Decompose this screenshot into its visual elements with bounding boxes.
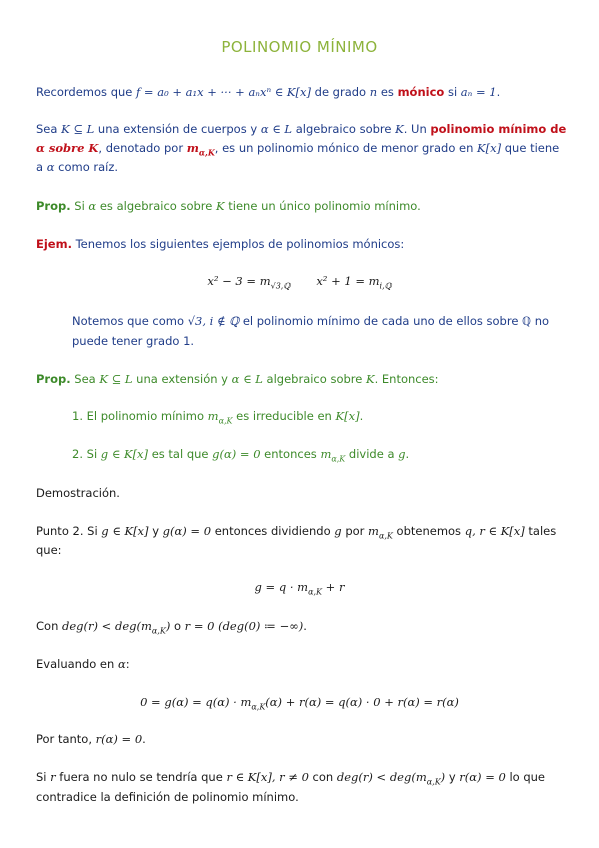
proof-math: m: [368, 524, 379, 538]
item-text: El polinomio mínimo: [82, 409, 208, 423]
proof-text: fuera no nulo se tendría que: [55, 770, 227, 784]
equation-part: + r: [322, 580, 345, 594]
example-label: Ejem.: [36, 237, 72, 251]
recall-paragraph: [36, 84, 566, 101]
proof-condition: [36, 618, 566, 639]
item-text: divide a: [345, 447, 399, 461]
prop-math: K: [365, 372, 375, 386]
proof-text: .: [142, 732, 146, 746]
equation-2-sub: i,ℚ: [379, 281, 392, 291]
proof-evaluating: [36, 656, 566, 673]
proof-math: deg(r) < deg(m: [336, 770, 427, 784]
proof-text: por: [341, 524, 369, 538]
example-note-line-1: [72, 313, 567, 330]
prop-text: una extensión y: [132, 372, 232, 386]
proof-text: tales: [524, 524, 557, 538]
proof-math: ): [440, 770, 446, 784]
proof-math: g(α) = 0: [162, 524, 212, 538]
proof-text: lo que: [505, 770, 546, 784]
list-number: 1.: [72, 409, 83, 423]
equation-1: x² − 3 = m: [207, 274, 271, 288]
item-text: entonces: [260, 447, 321, 461]
def-math: K ⊆ L: [61, 122, 95, 136]
def-text: una extensión de cuerpos y: [94, 122, 261, 136]
proof-math-sub: α,K: [378, 531, 393, 541]
def-text: , es un polinomio mónico de menor grado en: [214, 141, 478, 155]
proof-text: .: [303, 619, 307, 633]
equation-part: (α) + r(α) = q(α) · 0 + r(α) = r(α): [265, 695, 459, 709]
def-math: K[x]: [477, 141, 502, 155]
prop-text: algebraico sobre: [262, 372, 366, 386]
note-math: √3, i ∉ ℚ: [187, 314, 240, 328]
proposition-2-item-2: [72, 446, 599, 467]
def-text: Sea: [36, 122, 62, 136]
proof-math: g ∈ K[x]: [101, 524, 149, 538]
proof-therefore: [36, 731, 566, 748]
example-text: Tenemos los siguientes ejemplos de polinomios mónicos:: [71, 237, 405, 251]
equation-part: g = q · m: [254, 580, 309, 594]
list-number: 2.: [72, 447, 83, 461]
def-notation: m: [186, 141, 199, 155]
proof-math: g: [334, 524, 342, 538]
item-text: .: [359, 409, 364, 423]
prop-text: Si: [70, 199, 89, 213]
proof-math: r(α) = 0: [459, 770, 506, 784]
definition-line-1: [36, 121, 566, 138]
recall-si: si: [444, 85, 461, 99]
item-math: g(α) = 0: [212, 447, 261, 461]
proof-text: :: [125, 657, 130, 671]
proof-text: Por tanto,: [36, 732, 96, 746]
proof-math: deg(r) < deg(m: [62, 619, 152, 633]
equation-sub: α,K: [308, 587, 322, 597]
def-math: K: [395, 122, 404, 136]
item-math: m: [207, 409, 219, 423]
def-text: , denotado por: [98, 141, 187, 155]
proposition-2-item-1: [72, 408, 599, 429]
recall-monico: mónico: [397, 85, 445, 99]
proof-math: q, r ∈ K[x]: [464, 524, 525, 538]
proof-point2-line-2: que:: [36, 543, 62, 557]
proof-text: Con: [36, 619, 63, 633]
prop-text: . Entonces:: [374, 372, 439, 386]
proof-text: Punto 2. Si: [36, 524, 102, 538]
item-math: m: [320, 447, 332, 461]
item-text: Si: [82, 447, 101, 461]
equation-part: 0 = g(α) = q(α) · m: [140, 695, 252, 709]
proof-heading: Demostración.: [36, 486, 120, 500]
page-title: POLINOMIO MÍNIMO: [221, 38, 378, 56]
prop-text: Sea: [70, 372, 100, 386]
def-text: que tiene: [501, 141, 560, 155]
division-equation: [0, 579, 599, 600]
def-text: . Un: [403, 122, 431, 136]
prop-label: Prop.: [36, 372, 71, 386]
proof-text: y: [148, 524, 163, 538]
equation-2: x² + 1 = m: [316, 274, 380, 288]
definition-line-3: [36, 159, 566, 176]
proof-text: Si: [36, 770, 51, 784]
item-math: g ∈ K[x]: [100, 447, 149, 461]
def-notation-sub: α,K: [198, 147, 215, 158]
item-text: es tal que: [148, 447, 213, 461]
proof-math: r = 0 (deg(0) ≔ −∞): [184, 619, 304, 633]
equation-sub: α,K: [251, 702, 266, 712]
item-math-sub: α,K: [331, 454, 346, 464]
proof-text: o: [170, 619, 185, 633]
proof-math: r(α) = 0: [95, 732, 143, 746]
def-term: α sobre K: [36, 141, 99, 155]
proof-text: entonces dividiendo: [211, 524, 335, 538]
def-text: como raíz.: [54, 160, 119, 174]
recall-text-mid: de grado: [310, 85, 370, 99]
note-text: puede tener grado 1.: [72, 334, 195, 348]
item-math-sub: α,K: [218, 416, 233, 426]
proof-text: Evaluando en: [36, 657, 118, 671]
item-math: K[x]: [335, 409, 360, 423]
prop-math: α: [88, 199, 97, 213]
prop-math: K: [216, 199, 225, 213]
proof-math-sub: α,K: [151, 626, 166, 636]
recall-text: Recordemos que: [36, 85, 137, 99]
prop-text: es algebraico sobre: [96, 199, 217, 213]
example-heading: [36, 236, 566, 253]
item-text: es irreducible en: [232, 409, 336, 423]
recall-n: n: [369, 85, 378, 99]
proof-text: obtenemos: [392, 524, 465, 538]
note-text: el polinomio mínimo de cada uno de ellos sobre ℚ no: [239, 314, 550, 328]
proof-text: con: [308, 770, 337, 784]
recall-formula: f = a₀ + a₁x + ··· + aₙxⁿ ∈ K[x]: [136, 85, 311, 99]
recall-condition: aₙ = 1: [460, 85, 497, 99]
proposition-2: [36, 371, 566, 388]
proof-math: α: [117, 657, 126, 671]
proof-math: r ∈ K[x], r ≠ 0: [226, 770, 309, 784]
recall-es: es: [377, 85, 398, 99]
prop-math: K ⊆ L: [99, 372, 133, 386]
item-math: g: [398, 447, 406, 461]
example-note-line-2: [72, 333, 567, 350]
def-math: α ∈ L: [260, 122, 293, 136]
recall-end: .: [496, 85, 501, 99]
proof-final-line-2: contradice la definición de polinomio mínimo.: [36, 790, 299, 804]
proposition-1: [36, 198, 566, 215]
proof-math: ): [165, 619, 171, 633]
def-term: polinomio mínimo de: [430, 122, 567, 136]
def-math: α: [46, 160, 55, 174]
prop-label: Prop.: [36, 199, 71, 213]
def-text: algebraico sobre: [292, 122, 396, 136]
example-equations: [0, 273, 599, 294]
item-text: .: [405, 447, 410, 461]
prop-text: tiene un único polinomio mínimo.: [224, 199, 421, 213]
prop-math: α ∈ L: [231, 372, 263, 386]
evaluation-equation: [0, 694, 599, 715]
proof-final-line-1: [36, 769, 566, 790]
note-text: Notemos que como: [72, 314, 188, 328]
proof-math: r: [50, 770, 56, 784]
equation-1-sub: √3,ℚ: [270, 281, 291, 291]
def-text: a: [36, 160, 47, 174]
proof-text: y: [445, 770, 460, 784]
proof-math-sub: α,K: [426, 777, 441, 787]
